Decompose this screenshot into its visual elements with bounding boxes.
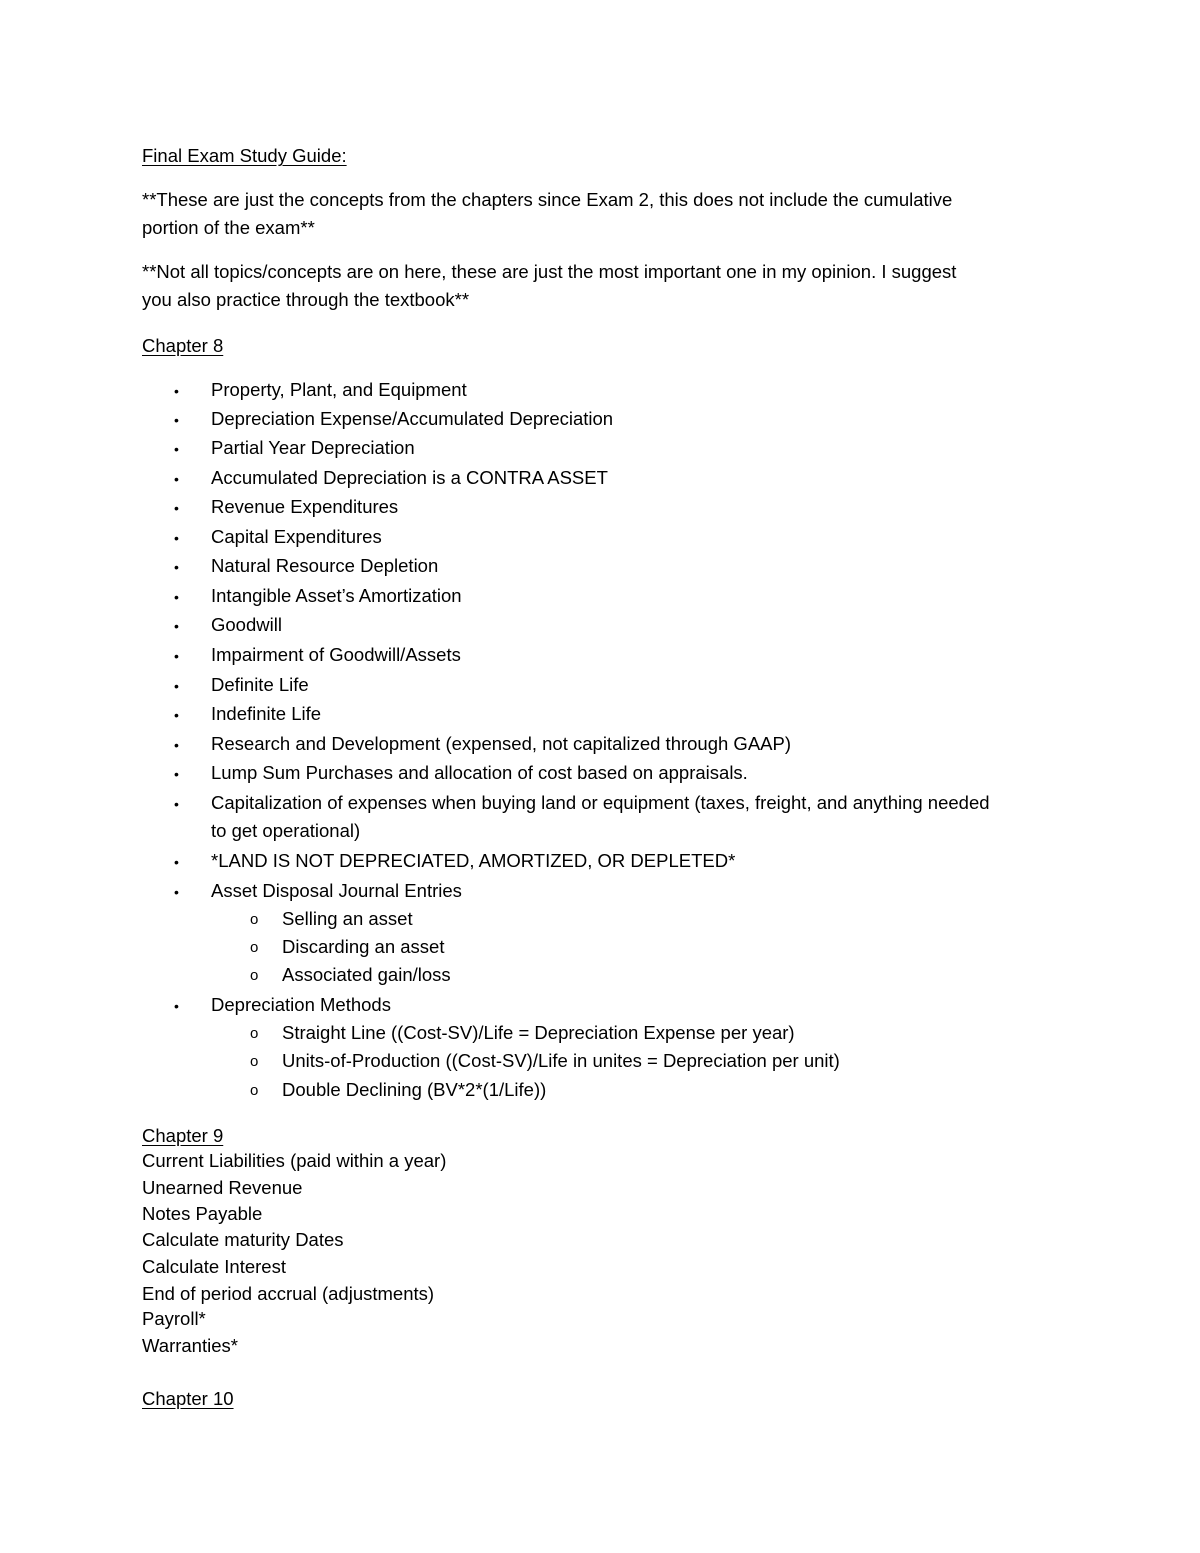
list-item-continuation: to get operational) [211, 820, 361, 841]
list-item: Unearned Revenue [142, 1177, 303, 1198]
list-item: Payroll* [142, 1308, 206, 1329]
sub-bullet-icon: o [250, 1025, 259, 1042]
chapter10-heading: Chapter 10 [142, 1388, 234, 1409]
sub-list-item: Units-of-Production ((Cost-SV)/Life in unites = Depreciation per unit) [282, 1050, 840, 1071]
bullet-icon: • [174, 854, 179, 870]
list-item: Current Liabilities (paid within a year) [142, 1150, 447, 1171]
list-item: Lump Sum Purchases and allocation of cost based on appraisals. [211, 762, 748, 783]
bullet-icon: • [174, 412, 179, 428]
bullet-icon: • [174, 618, 179, 634]
list-item: Natural Resource Depletion [211, 555, 439, 576]
note-line: **These are just the concepts from the chapters since Exam 2, this does not include the cumulative [142, 189, 953, 210]
sub-list-item: Associated gain/loss [282, 964, 451, 985]
bullet-icon: • [174, 766, 179, 782]
list-item: Definite Life [211, 674, 309, 695]
bullet-icon: • [174, 737, 179, 753]
bullet-icon: • [174, 998, 179, 1014]
bullet-icon: • [174, 500, 179, 516]
list-item: End of period accrual (adjustments) [142, 1283, 435, 1304]
sub-list-item: Double Declining (BV*2*(1/Life)) [282, 1079, 547, 1100]
list-item: Goodwill [211, 614, 282, 635]
sub-bullet-icon: o [250, 939, 259, 956]
list-item: Revenue Expenditures [211, 496, 399, 517]
list-item: Indefinite Life [211, 703, 322, 724]
note-line: **Not all topics/concepts are on here, these are just the most important one in my opinion. I suggest [142, 261, 957, 282]
bullet-icon: • [174, 441, 179, 457]
sub-bullet-icon: o [250, 911, 259, 928]
sub-list-item: Discarding an asset [282, 936, 445, 957]
bullet-icon: • [174, 796, 179, 812]
chapter9-heading: Chapter 9 [142, 1125, 224, 1146]
document-title: Final Exam Study Guide: [142, 145, 347, 166]
list-item: Depreciation Expense/Accumulated Depreciation [211, 408, 614, 429]
list-item: Capital Expenditures [211, 526, 382, 547]
list-item: Asset Disposal Journal Entries [211, 880, 462, 901]
note-line: portion of the exam** [142, 217, 315, 238]
bullet-icon: • [174, 383, 179, 399]
list-item: Partial Year Depreciation [211, 437, 415, 458]
chapter8-heading: Chapter 8 [142, 335, 224, 356]
list-item: Research and Development (expensed, not capitalized through GAAP) [211, 733, 792, 754]
sub-list-item: Selling an asset [282, 908, 413, 929]
list-item: Warranties* [142, 1335, 238, 1356]
sub-bullet-icon: o [250, 1053, 259, 1070]
list-item: Notes Payable [142, 1203, 263, 1224]
list-item: Depreciation Methods [211, 994, 391, 1015]
sub-bullet-icon: o [250, 967, 259, 984]
bullet-icon: • [174, 678, 179, 694]
list-item: *LAND IS NOT DEPRECIATED, AMORTIZED, OR DEPLETED* [211, 850, 736, 871]
bullet-icon: • [174, 707, 179, 723]
bullet-icon: • [174, 884, 179, 900]
list-item: Calculate Interest [142, 1256, 286, 1277]
sub-list-item: Straight Line ((Cost-SV)/Life = Depreciation Expense per year) [282, 1022, 795, 1043]
list-item: Property, Plant, and Equipment [211, 379, 467, 400]
list-item: Calculate maturity Dates [142, 1229, 344, 1250]
bullet-icon: • [174, 471, 179, 487]
bullet-icon: • [174, 530, 179, 546]
list-item: Capitalization of expenses when buying land or equipment (taxes, freight, and anything needed [211, 792, 990, 813]
bullet-icon: • [174, 589, 179, 605]
list-item: Impairment of Goodwill/Assets [211, 644, 461, 665]
sub-bullet-icon: o [250, 1082, 259, 1099]
list-item: Accumulated Depreciation is a CONTRA ASSET [211, 467, 608, 488]
list-item: Intangible Asset’s Amortization [211, 585, 462, 606]
note-line: you also practice through the textbook** [142, 289, 470, 310]
bullet-icon: • [174, 559, 179, 575]
bullet-icon: • [174, 648, 179, 664]
